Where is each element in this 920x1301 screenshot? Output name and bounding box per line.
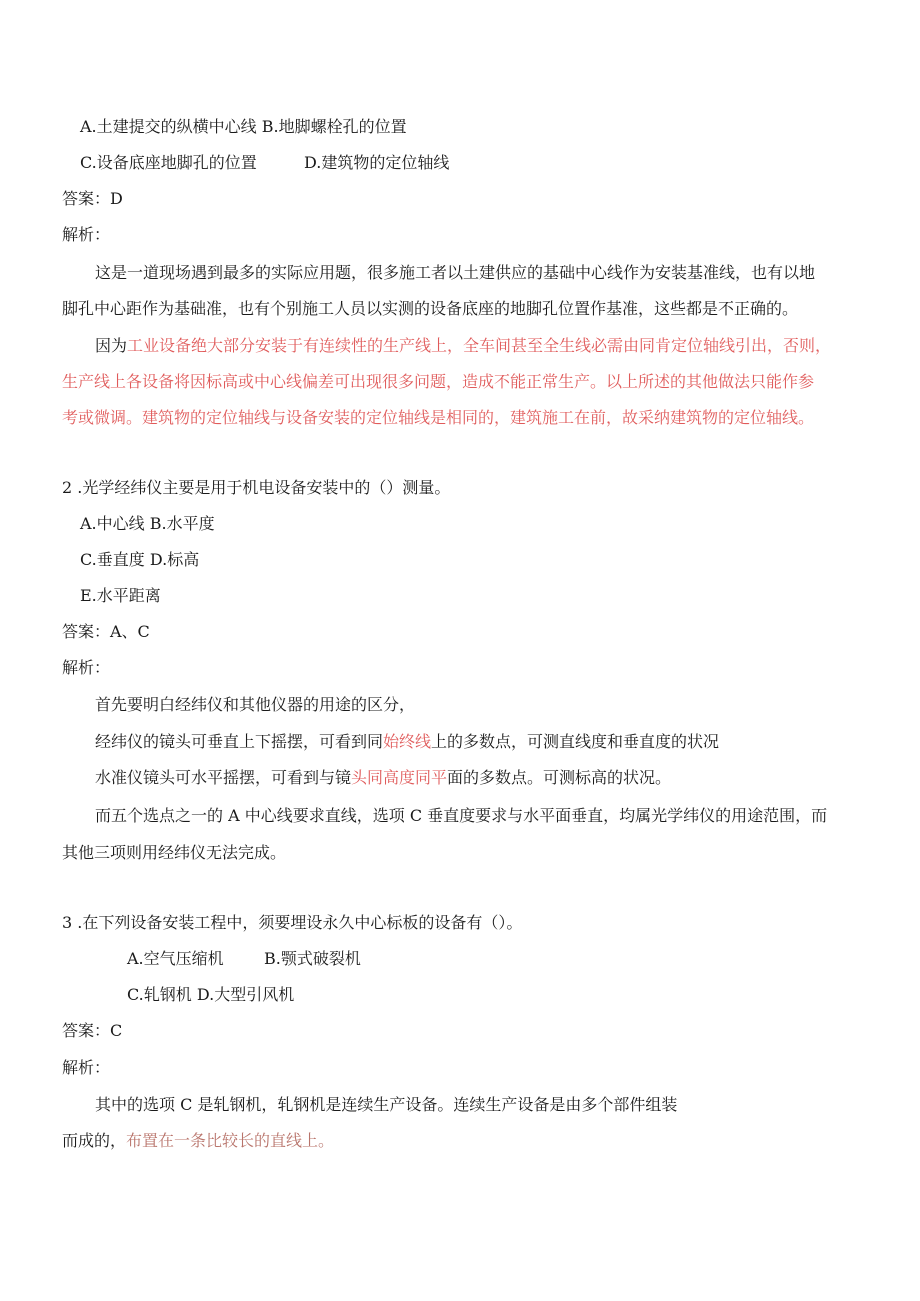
q3-text-span: 而成的， <box>62 1131 127 1150</box>
q3-option-a: A.空气压缩机 <box>127 949 224 968</box>
q2-analysis-label: 解析： <box>62 658 111 677</box>
q2-option-row-3: E.水平距离 <box>80 586 161 605</box>
q2-analysis-line <box>95 731 719 753</box>
q1-analysis-line <box>95 335 831 357</box>
q2-option-row-2: C.垂直度 D.标高 <box>80 550 200 569</box>
q1-option-d: D.建筑物的定位轴线 <box>304 153 450 172</box>
q2-highlight-text: 头同高度同平 <box>351 768 448 787</box>
q2-text-span: 水准仪镜头可水平摇摆，可看到与镜 <box>95 768 352 787</box>
q2-question: 2 .光学经纬仪主要是用于机电设备安装中的（）测量。 <box>62 478 451 497</box>
q2-analysis-line: 其他三项则用经纬仪无法完成。 <box>62 843 287 862</box>
q2-analysis-line <box>95 767 671 789</box>
q1-analysis-prefix: 因为 <box>95 336 128 355</box>
q1-highlight-text: 考或微调。建筑物的定位轴线与设备安装的定位轴线是相同的，建筑施工在前，故采纳建筑物的定位轴线。 <box>62 408 815 427</box>
q1-option-c: C.设备底座地脚孔的位置 <box>80 153 257 172</box>
q2-highlight-text: 始终线 <box>383 732 432 751</box>
q1-analysis-line: 这是一道现场遇到最多的实际应用题，很多施工者以土建供应的基础中心线作为安装基准线，也有以地 <box>95 263 816 282</box>
q2-text-span: 经纬仪的镜头可垂直上下摇摆，可看到同 <box>95 732 384 751</box>
q3-option-b: B.颚式破裂机 <box>264 949 361 968</box>
q1-option-row-1: A.土建提交的纵横中心线 B.地脚螺栓孔的位置 <box>80 117 407 136</box>
q1-highlight-text: 生产线上各设备将因标高或中心线偏差可出现很多问题，造成不能正常生产。以上所述的其他做法只能作参 <box>62 372 815 391</box>
q3-highlight-text: 布置在一条比较长的直线上。 <box>126 1131 335 1150</box>
q2-analysis-line: 首先要明白经纬仪和其他仪器的用途的区分， <box>95 695 416 714</box>
q3-answer: 答案：C <box>62 1021 123 1040</box>
q2-text-span: 上的多数点，可测直线度和垂直度的状况 <box>431 732 720 751</box>
q1-analysis-label: 解析： <box>62 225 111 244</box>
q3-option-row-2: C.轧钢机 D.大型引风机 <box>127 985 295 1004</box>
q3-question: 3 .在下列设备安装工程中，须要埋设永久中心标板的设备有（）。 <box>62 913 523 932</box>
q3-analysis-line <box>62 1130 334 1152</box>
q3-analysis-line: 其中的选项 C 是轧钢机，轧钢机是连续生产设备。连续生产设备是由多个部件组装 <box>95 1095 678 1114</box>
q2-option-row-1: A.中心线 B.水平度 <box>80 514 215 533</box>
q2-text-span: 面的多数点。可测标高的状况。 <box>447 768 672 787</box>
q1-highlight-text: 工业设备绝大部分安装于有连续性的生产线上，全车间甚至全生线必需由同肯定位轴线引出，否则， <box>127 336 832 355</box>
q2-answer: 答案：A、C <box>62 622 150 641</box>
q2-analysis-line: 而五个选点之一的 A 中心线要求直线，选项 C 垂直度要求与水平面垂直，均属光学纬仪的用途范围，而 <box>95 806 828 825</box>
q3-analysis-label: 解析： <box>62 1058 111 1077</box>
q1-analysis-line: 脚孔中心距作为基础准，也有个别施工人员以实测的设备底座的地脚孔位置作基准，这些都是不正确的。 <box>62 299 799 318</box>
q1-answer: 答案：D <box>62 189 123 208</box>
